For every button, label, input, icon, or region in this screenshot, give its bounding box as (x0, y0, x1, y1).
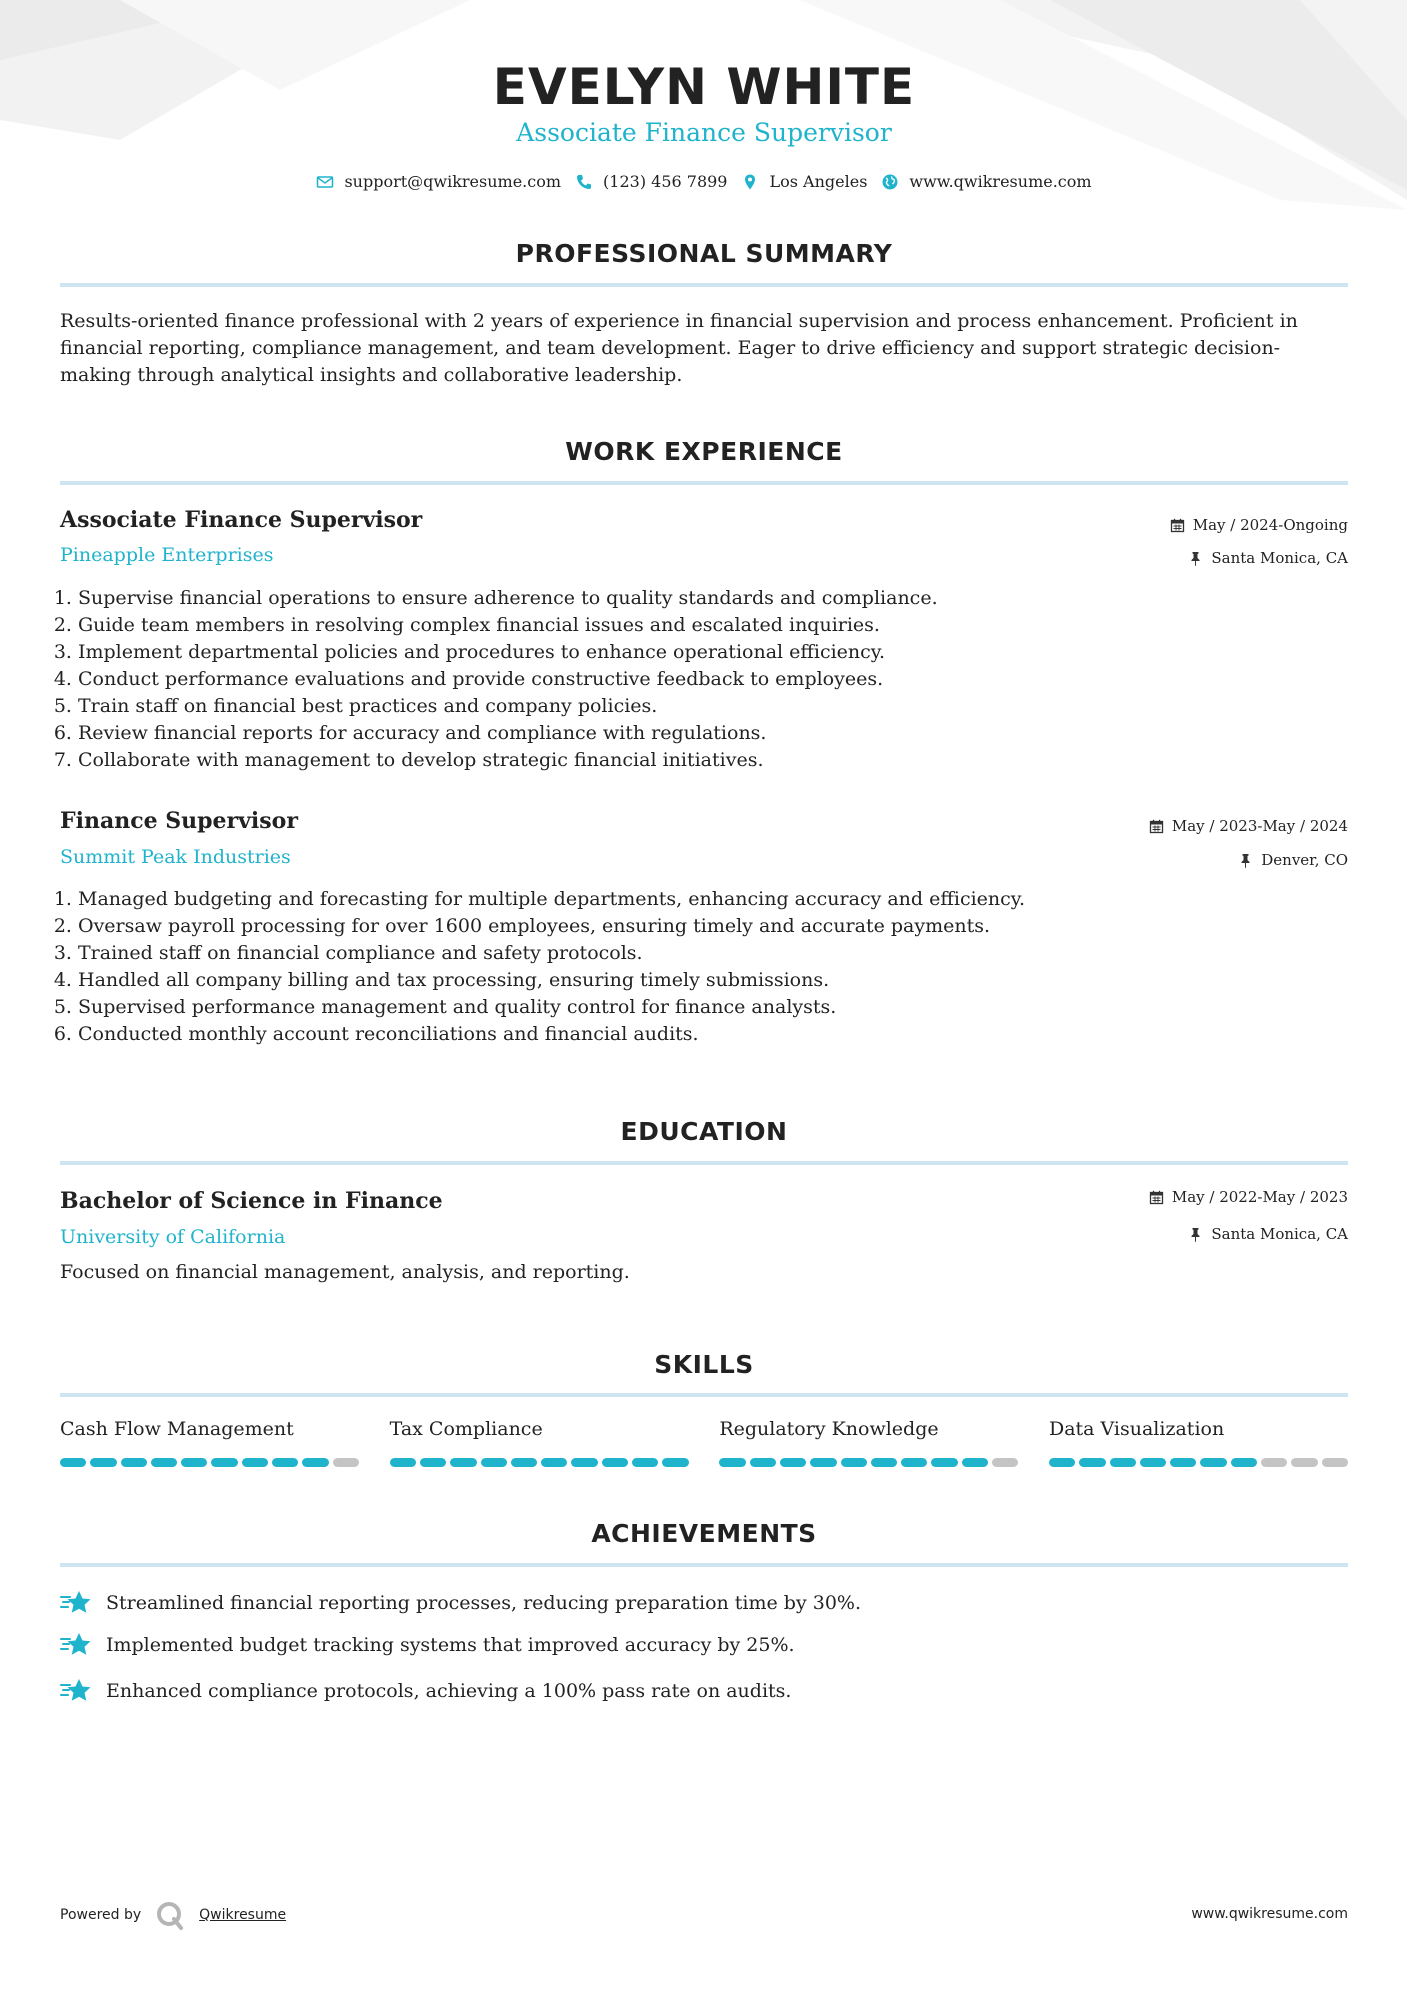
company-name: Summit Peak Industries (60, 846, 291, 868)
education-description: Focused on financial management, analysis, and reporting. (60, 1261, 630, 1283)
skill-segment-filled (390, 1458, 416, 1467)
skill-segment-filled (511, 1458, 537, 1467)
skill-segment-filled (632, 1458, 658, 1467)
skill-segment-empty (333, 1458, 359, 1467)
skill-segment-filled (962, 1458, 988, 1467)
job-bullet-list (60, 585, 1366, 774)
qwikresume-logo-icon (155, 1900, 185, 1930)
experience-heading: WORK EXPERIENCE (565, 437, 843, 466)
skill-segment-filled (871, 1458, 897, 1467)
job-dates (1170, 516, 1348, 534)
list-item: 2. Oversaw payroll processing for over 1600 employees, ensuring timely and accurate payments. (78, 913, 1366, 940)
contact-bar (60, 172, 1348, 191)
star-icon (60, 1588, 92, 1618)
skill-segment-filled (719, 1458, 745, 1467)
skill-segment-filled (450, 1458, 476, 1467)
skill-segment-empty (1322, 1458, 1348, 1467)
summary-text: Results-oriented finance professional with 2 years of experience in financial supervision and process enhancement. Proficient in financial reporting, compliance management, and team development. Eager to drive efficiency and support strategic decision-making through analytical insights and collaborative leadership. (60, 310, 1298, 386)
job-location-text: Santa Monica, CA (1211, 549, 1348, 567)
skill-segment-filled (1140, 1458, 1166, 1467)
skill-level-bar (719, 1458, 1018, 1467)
skill-segment-filled (272, 1458, 298, 1467)
skill-segment-filled (60, 1458, 86, 1467)
list-item: 3. Trained staff on financial compliance and safety protocols. (78, 940, 1366, 967)
skill-segment-filled (151, 1458, 177, 1467)
list-item: 4. Handled all company billing and tax processing, ensuring timely submissions. (78, 967, 1366, 994)
education-heading: EDUCATION (620, 1117, 788, 1146)
pushpin-icon (1188, 1227, 1203, 1242)
skill-segment-filled (901, 1458, 927, 1467)
experience-rule (60, 481, 1348, 485)
job-location (1238, 851, 1348, 869)
powered-by-label: Powered by (60, 1907, 142, 1923)
job-dates (1149, 817, 1348, 835)
skill-segment-filled (602, 1458, 628, 1467)
skill-item (1049, 1418, 1348, 1467)
skill-segment-filled (750, 1458, 776, 1467)
skill-segment-filled (541, 1458, 567, 1467)
skill-name: Cash Flow Management (60, 1418, 294, 1440)
footer-website[interactable]: www.qwikresume.com (1191, 1906, 1348, 1922)
education-rule (60, 1161, 1348, 1165)
skill-segment-filled (1231, 1458, 1257, 1467)
skill-item (390, 1418, 689, 1467)
contact-website-text: www.qwikresume.com (909, 172, 1092, 191)
skill-segment-empty (1261, 1458, 1287, 1467)
job-title: Finance Supervisor (60, 808, 298, 834)
list-item: 5. Train staff on financial best practices and company policies. (78, 693, 1366, 720)
achievement-item (60, 1676, 791, 1706)
skill-item (719, 1418, 1018, 1467)
skill-segment-filled (90, 1458, 116, 1467)
job-location-text: Denver, CO (1261, 851, 1348, 869)
achievement-text: Streamlined financial reporting processes, reducing preparation time by 30%. (106, 1592, 862, 1614)
contact-location (741, 172, 867, 191)
skill-segment-filled (420, 1458, 446, 1467)
contact-website[interactable] (881, 172, 1091, 191)
skill-item (60, 1418, 359, 1467)
skill-segment-filled (481, 1458, 507, 1467)
skill-name: Data Visualization (1048, 1418, 1225, 1440)
achievement-item (60, 1588, 861, 1618)
job-bullet-list (60, 886, 1366, 1048)
list-item: 6. Conducted monthly account reconciliations and financial audits. (78, 1021, 1366, 1048)
skill-segment-filled (810, 1458, 836, 1467)
company-name: Pineapple Enterprises (60, 544, 274, 566)
education-dates (1149, 1188, 1348, 1206)
summary-rule (60, 283, 1348, 287)
skill-segment-filled (302, 1458, 328, 1467)
skill-level-bar (60, 1458, 359, 1467)
achievements-heading: ACHIEVEMENTS (591, 1519, 817, 1548)
skill-segment-filled (1079, 1458, 1105, 1467)
phone-icon (575, 173, 593, 191)
skill-segment-filled (1049, 1458, 1075, 1467)
list-item: 7. Collaborate with management to develop strategic financial initiatives. (78, 747, 1366, 774)
achievements-rule (60, 1563, 1348, 1567)
contact-phone[interactable] (575, 172, 727, 191)
skill-name: Tax Compliance (389, 1418, 543, 1440)
skill-segment-filled (571, 1458, 597, 1467)
summary-heading: PROFESSIONAL SUMMARY (515, 239, 893, 268)
skills-rule (60, 1393, 1348, 1397)
skills-list (60, 1418, 1348, 1467)
candidate-name: EVELYN WHITE (492, 58, 916, 116)
list-item: 2. Guide team members in resolving complex financial issues and escalated inquiries. (78, 612, 1366, 639)
calendar-icon (1149, 1190, 1164, 1205)
skill-segment-filled (181, 1458, 207, 1467)
contact-email-text: support@qwikresume.com (344, 172, 562, 191)
skill-segment-filled (841, 1458, 867, 1467)
globe-icon (881, 173, 899, 191)
list-item: 1. Managed budgeting and forecasting for multiple departments, enhancing accuracy and efficiency. (78, 886, 1366, 913)
list-item: 4. Conduct performance evaluations and provide constructive feedback to employees. (78, 666, 1366, 693)
job-location (1188, 549, 1348, 567)
star-icon (60, 1630, 92, 1660)
calendar-icon (1149, 819, 1164, 834)
list-item: 1. Supervise financial operations to ensure adherence to quality standards and compliance. (78, 585, 1366, 612)
achievement-item (60, 1630, 795, 1660)
achievement-text: Implemented budget tracking systems that improved accuracy by 25%. (106, 1634, 795, 1656)
pushpin-icon (1238, 853, 1253, 868)
job-title: Associate Finance Supervisor (60, 507, 423, 533)
list-item: 3. Implement departmental policies and procedures to enhance operational efficiency. (78, 639, 1366, 666)
achievement-text: Enhanced compliance protocols, achieving a 100% pass rate on audits. (106, 1680, 792, 1702)
skill-segment-filled (931, 1458, 957, 1467)
contact-location-text: Los Angeles (769, 172, 868, 191)
qwikresume-link[interactable]: Qwikresume (199, 1907, 287, 1923)
education-location-text: Santa Monica, CA (1211, 1225, 1348, 1243)
skills-heading: SKILLS (654, 1350, 754, 1379)
job-dates-text: May / 2023-May / 2024 (1171, 817, 1348, 835)
envelope-icon (316, 173, 334, 191)
education-dates-text: May / 2022-May / 2023 (1171, 1188, 1348, 1206)
skill-segment-empty (992, 1458, 1018, 1467)
degree-title: Bachelor of Science in Finance (60, 1188, 443, 1214)
candidate-title: Associate Finance Supervisor (516, 118, 892, 147)
school-name: University of California (60, 1226, 286, 1248)
skill-segment-empty (1291, 1458, 1317, 1467)
job-dates-text: May / 2024-Ongoing (1192, 516, 1348, 534)
skill-name: Regulatory Knowledge (719, 1418, 939, 1440)
skill-level-bar (1049, 1458, 1348, 1467)
list-item: 6. Review financial reports for accuracy and compliance with regulations. (78, 720, 1366, 747)
map-pin-icon (741, 173, 759, 191)
footer-powered-by (60, 1900, 286, 1930)
list-item: 5. Supervised performance management and quality control for finance analysts. (78, 994, 1366, 1021)
skill-segment-filled (780, 1458, 806, 1467)
skill-segment-filled (1200, 1458, 1226, 1467)
star-icon (60, 1676, 92, 1706)
pushpin-icon (1188, 551, 1203, 566)
contact-phone-text: (123) 456 7899 (603, 172, 728, 191)
skill-segment-filled (662, 1458, 688, 1467)
skill-segment-filled (211, 1458, 237, 1467)
skill-segment-filled (242, 1458, 268, 1467)
skill-segment-filled (121, 1458, 147, 1467)
skill-segment-filled (1110, 1458, 1136, 1467)
skill-segment-filled (1170, 1458, 1196, 1467)
skill-level-bar (390, 1458, 689, 1467)
education-location (1188, 1225, 1348, 1243)
contact-email[interactable] (316, 172, 561, 191)
calendar-icon (1170, 518, 1185, 533)
